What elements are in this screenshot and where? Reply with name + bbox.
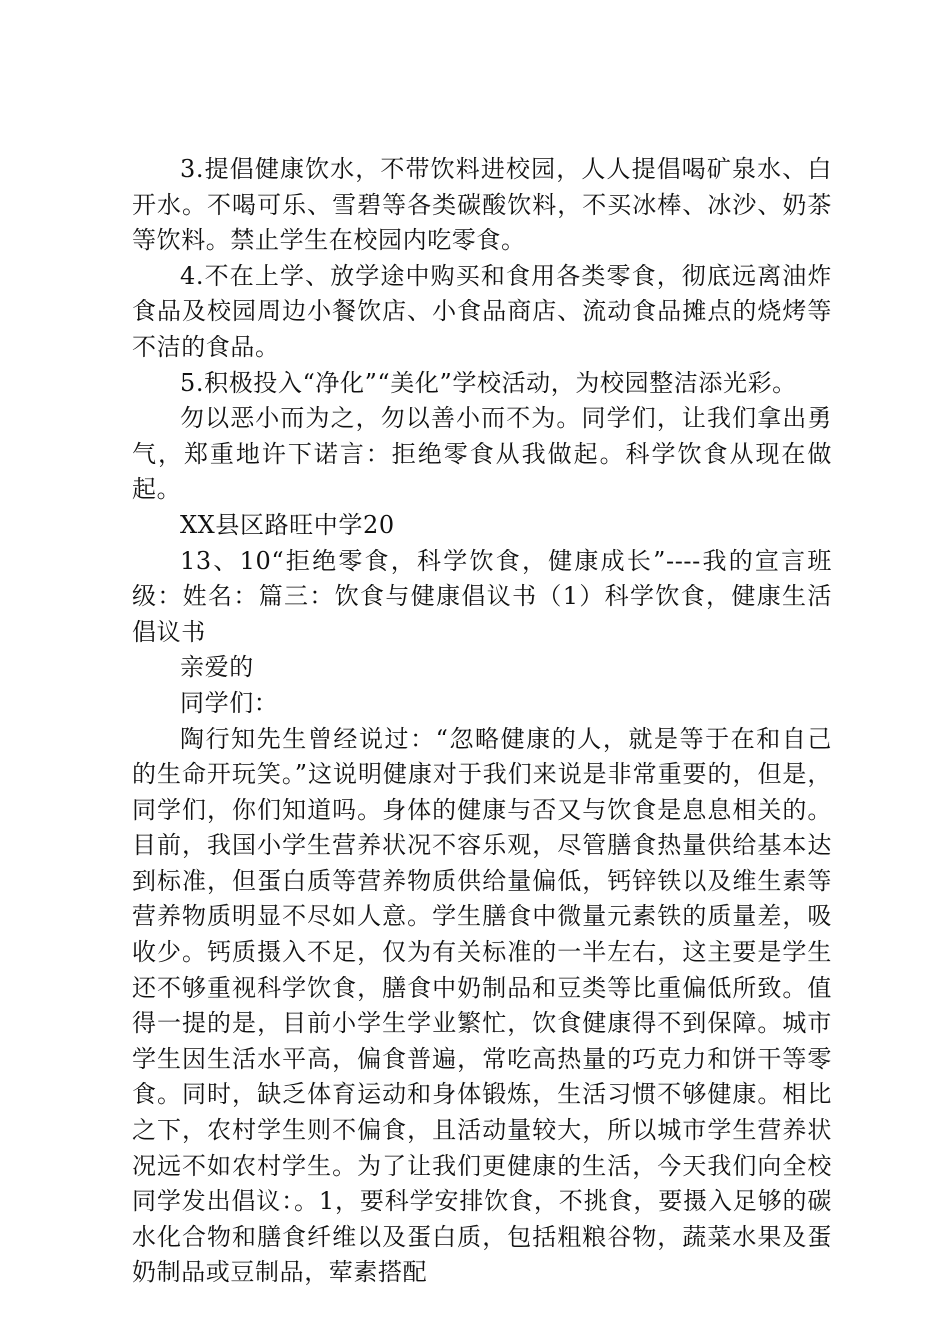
paragraph-item-3: 3.提倡健康饮水，不带饮料进校园，人人提倡喝矿泉水、白开水。不喝可乐、雪碧等各类碳酸饮料，不买冰棒、冰沙、奶茶等饮料。禁止学生在校园内吃零食。 [132,155,832,255]
document-body [132,152,832,1291]
pledge-heading: 13、10“拒绝零食，科学饮食，健康成长”----我的宣言班级：姓名：篇三：饮食与健康倡议书（1）科学饮食，健康生活倡议书 [132,546,832,646]
salutation-line-1: 亲爱的 [180,653,254,682]
paragraph-item-4: 4.不在上学、放学途中购买和食用各类零食，彻底远离油炸食品及校园周边小餐饮店、小食品商店、流动食品摊点的烧烤等不洁的食品。 [132,261,832,361]
proposal-body: 陶行知先生曾经说过：“忽略健康的人，就是等于在和自己的生命开玩笑。”这说明健康对于我们来说是非常重要的，但是，同学们，你们知道吗。身体的健康与否又与饮食是息息相关的。目前，我国小学生营养状况不容乐观，尽管膳食热量供给基本达到标准，但蛋白质等营养物质供给量偏低，钙锌铁以及维生素等营养物质明显不尽如人意。学生膳食中微量元素铁的质量差，吸收少。钙质摄入不足，仅为有关标准的一半左右，这主要是学生还不够重视科学饮食，膳食中奶制品和豆类等比重偏低所致。值得一提的是，目前小学生学业繁忙，饮食健康得不到保障。城市学生因生活水平高，偏食普遍，常吃高热量的巧克力和饼干等零食。同时，缺乏体育运动和身体锻炼，生活习惯不够健康。相比之下，农村学生则不偏食，且活动量较大，所以城市学生营养状况远不如农村学生。为了让我们更健康的生活，今天我们向全校同学发出倡议：。1，要科学安排饮食，不挑食，要摄入足够的碳水化合物和膳食纤维以及蛋白质，包括粗粮谷物，蔬菜水果及蛋奶制品或豆制品，荤素搭配 [132,724,832,1287]
paragraph-item-5: 5.积极投入“净化”“美化”学校活动，为校园整洁添光彩。 [180,368,797,397]
salutation-line-2: 同学们： [180,688,279,717]
school-signature: XX县区路旺中学20 [180,510,395,539]
closing-exhortation: 勿以恶小而为之，勿以善小而不为。同学们，让我们拿出勇气，郑重地许下诺言：拒绝零食从我做起。科学饮食从现在做起。 [132,404,832,504]
